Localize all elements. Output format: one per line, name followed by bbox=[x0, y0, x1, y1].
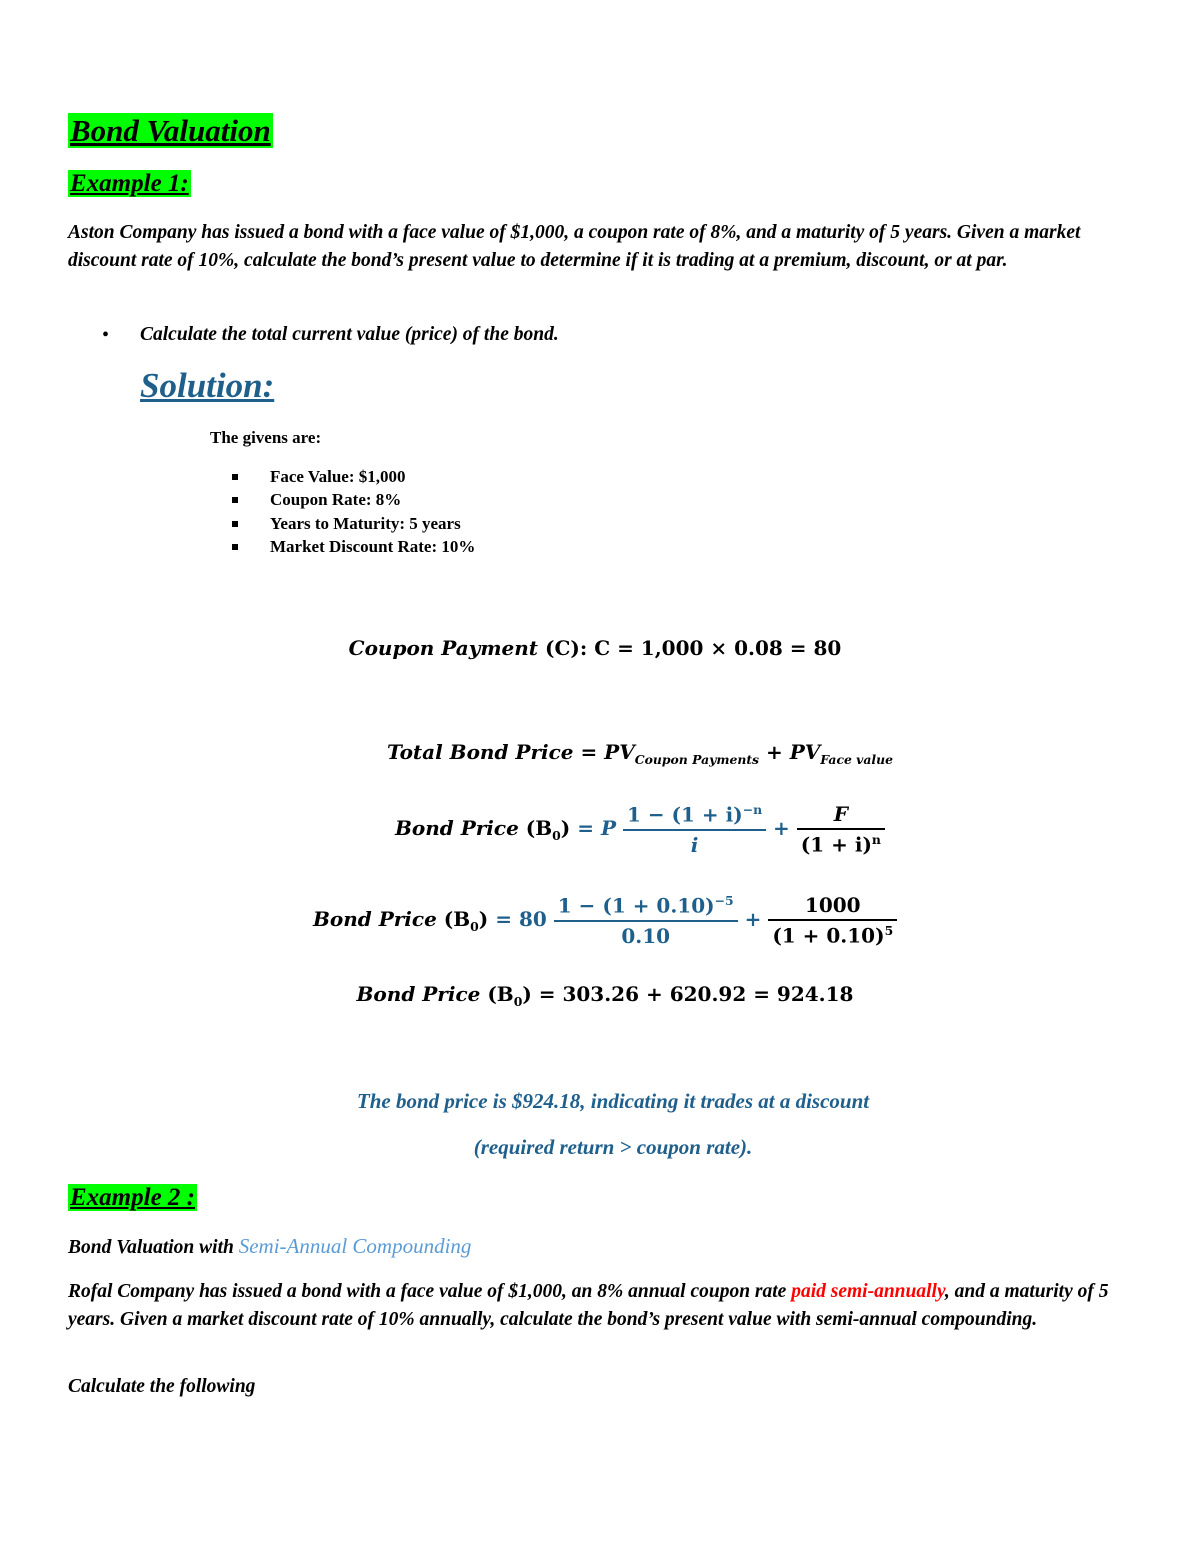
example-2-problem: Rofal Company has issued a bond with a face value of $1,000, an 8% annual coupon rate paid semi-annually, and a maturity of 5 years. Given a market discount rate of 10% annually, calculate the bond’s present value with semi-annual compounding. bbox=[68, 1281, 1109, 1330]
bullet-icon: • bbox=[102, 324, 110, 346]
given-item: Coupon Rate: 8% bbox=[232, 488, 475, 511]
face-value-fraction-values: $\frac{1000}{(1 + 0.10)^5}$ bbox=[768, 893, 897, 948]
conclusion-line-1: The bond price is $924.18, indicating it trades at a discount bbox=[356, 1089, 870, 1113]
givens-intro: The givens are: bbox=[210, 428, 322, 447]
example-1-problem: Aston Company has issued a bond with a face value of $1,000, a coupon rate of 8%, and a maturity of 5 years. Given a market discount rate of 10%, calculate the bond’s present value to determine if it is trading at a premium, discount, or at par. bbox=[68, 222, 1081, 271]
example-2-subheading: Bond Valuation with Semi-Annual Compounding bbox=[68, 1234, 472, 1258]
conclusion-line-2: (required return > coupon rate). bbox=[473, 1135, 753, 1159]
bond-price-result: Bond Price $(B_0) = 303.26 + 620.92 = 924.18$ bbox=[356, 982, 854, 1009]
annuity-fraction: $\frac{1 - (1 + i)^{-n}}{i}$ bbox=[623, 802, 766, 857]
given-item: Years to Maturity: 5 years bbox=[232, 512, 475, 535]
page-title: Bond Valuation bbox=[70, 113, 271, 148]
bond-price-formula: Bond Price $(B_0) = P$ $\frac{1 - (1 + i)^{-n}}{i}$ + $\frac{F}{(1 + i)^n}$ bbox=[395, 802, 885, 857]
example-2-heading: Example 2 : bbox=[70, 1184, 195, 1211]
example-2-task: Calculate the following bbox=[68, 1376, 256, 1397]
example-1-heading: Example 1: bbox=[70, 170, 189, 197]
example-1-task: Calculate the total current value (price) of the bond. bbox=[140, 324, 559, 345]
coupon-payment-equation: Coupon Payment (C): C = 1,000 × 0.08 = 80 bbox=[348, 636, 842, 660]
given-item: Market Discount Rate: 10% bbox=[232, 535, 475, 558]
solution-heading: Solution: bbox=[140, 366, 275, 405]
square-bullet-icon bbox=[232, 497, 238, 503]
givens-list bbox=[232, 465, 475, 558]
bond-price-substitution: Bond Price $(B_0) = 80$ $\frac{1 - (1 + 0.10)^{-5}}{0.10}$ + $\frac{1000}{(1 + 0.10)^5}$ bbox=[313, 893, 897, 948]
square-bullet-icon bbox=[232, 521, 238, 527]
total-bond-price-equation: Total Bond Price = $PV_{Coupon Payments} + PV_{Face value}$ bbox=[386, 740, 894, 767]
annuity-fraction-values: $\frac{1 - (1 + 0.10)^{-5}}{0.10}$ bbox=[554, 893, 738, 948]
square-bullet-icon bbox=[232, 474, 238, 480]
square-bullet-icon bbox=[232, 544, 238, 550]
face-value-fraction: $\frac{F}{(1 + i)^n}$ bbox=[797, 802, 885, 857]
given-item: Face Value: $1,000 bbox=[232, 465, 475, 488]
